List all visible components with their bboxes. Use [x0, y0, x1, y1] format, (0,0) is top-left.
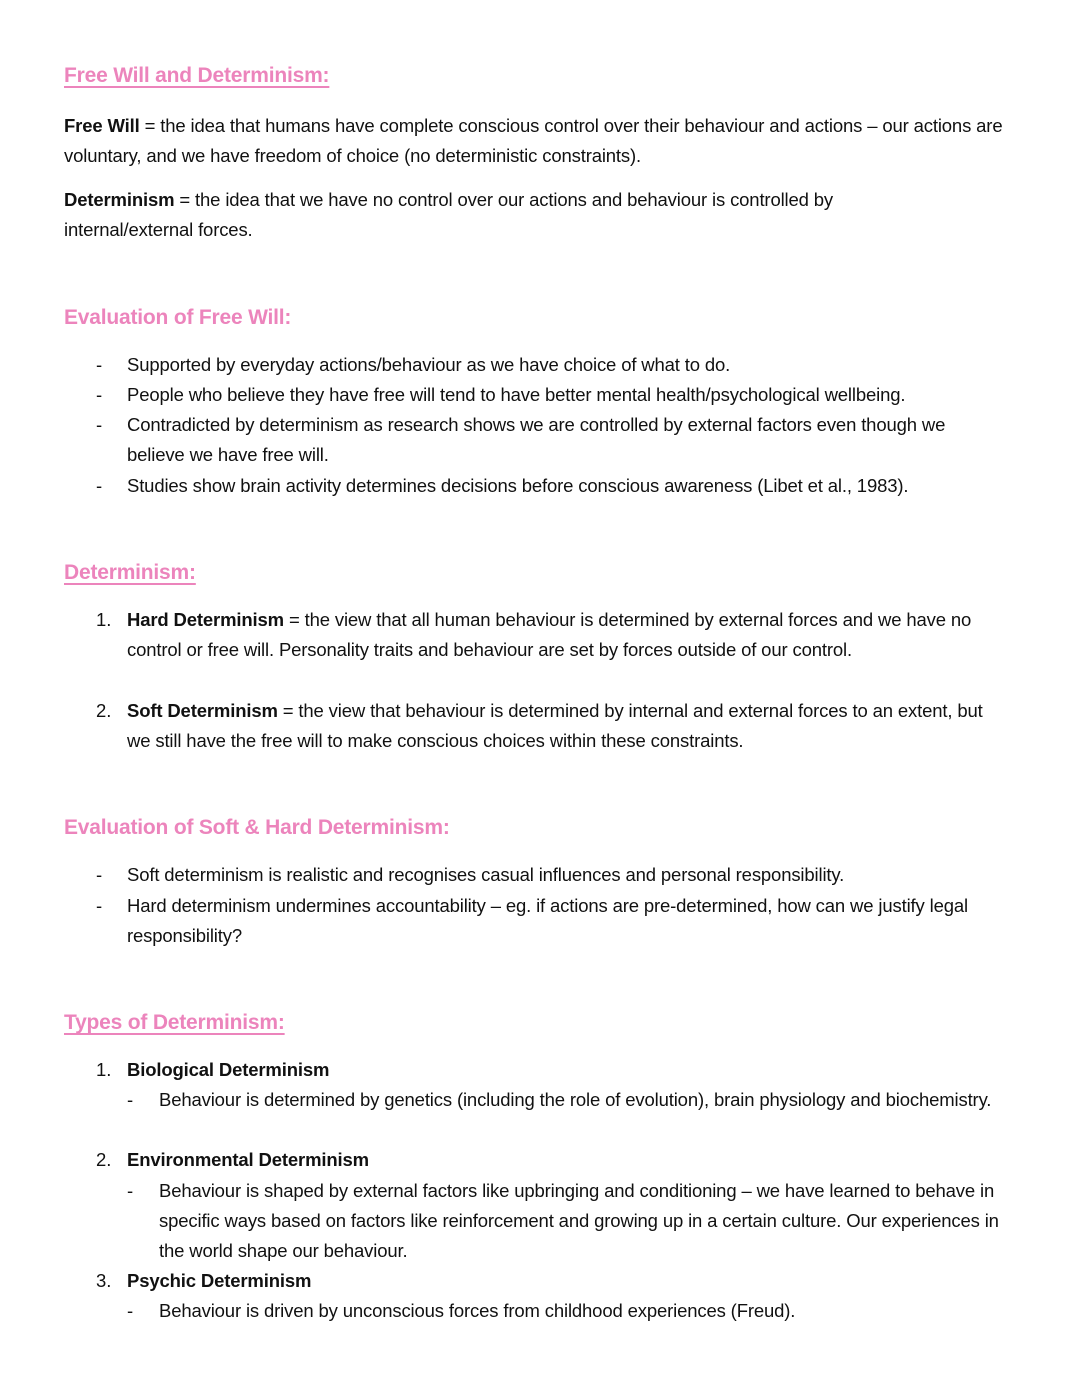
section-heading-evaluation-free-will: Evaluation of Free Will:: [64, 306, 292, 329]
term: Soft Determinism: [127, 700, 278, 721]
list-item: Hard determinism undermines accountability – eg. if actions are pre-determined, how can we justify legal responsibility?: [127, 895, 968, 946]
list-item: Behaviour is driven by unconscious forces from childhood experiences (Freud).: [159, 1300, 796, 1321]
section-heading-types-of-determinism: Types of Determinism:: [64, 1011, 285, 1034]
bullet-dash: -: [96, 475, 103, 496]
bullet-dash: -: [96, 864, 103, 885]
bullet-dash: -: [127, 1180, 134, 1201]
list-number: 3.: [96, 1270, 112, 1291]
bullet-dash: -: [96, 354, 103, 375]
list-number: 2.: [96, 1149, 112, 1170]
section-heading-evaluation-soft-hard: Evaluation of Soft & Hard Determinism:: [64, 816, 450, 839]
list-item: Soft determinism is realistic and recognises casual influences and personal responsibility.: [127, 864, 845, 885]
term-text: = the view that all human behaviour is determined by external forces and we have no control or free will. Personality traits and behaviour are set by forces outside of our control.: [127, 609, 972, 660]
list-item-soft-determinism: [127, 696, 1007, 756]
definition-term: Determinism: [64, 189, 175, 210]
list-item: Contradicted by determinism as research shows we are controlled by external factors even though we believe we have free will.: [127, 414, 946, 465]
list-number: 1.: [96, 609, 112, 630]
type-heading-biological: Biological Determinism: [127, 1059, 330, 1080]
term: Hard Determinism: [127, 609, 284, 630]
bullet-dash: -: [96, 414, 103, 435]
definition-determinism: [64, 185, 964, 245]
section-heading-determinism: Determinism:: [64, 561, 196, 584]
definition-free-will: [64, 111, 1024, 171]
list-item: Behaviour is shaped by external factors like upbringing and conditioning – we have learned to behave in specific ways based on factors like reinforcement and growing up in a certain culture. Our experiences in the world shape our behaviour.: [159, 1180, 999, 1261]
list-item: People who believe they have free will tend to have better mental health/psychological wellbeing.: [127, 384, 906, 405]
type-heading-environmental: Environmental Determinism: [127, 1149, 369, 1170]
bullet-dash: -: [96, 895, 103, 916]
list-item: Studies show brain activity determines decisions before conscious awareness (Libet et al., 1983).: [127, 475, 909, 496]
definition-term: Free Will: [64, 115, 140, 136]
bullet-dash: -: [96, 384, 103, 405]
definition-text: = the idea that humans have complete conscious control over their behaviour and actions – our actions are voluntary, and we have freedom of choice (no deterministic constraints).: [64, 115, 1003, 166]
list-number: 2.: [96, 700, 112, 721]
term-text: = the view that behaviour is determined by internal and external forces to an extent, but we still have the free will to make conscious choices within these constraints.: [127, 700, 983, 751]
list-item: Behaviour is determined by genetics (including the role of evolution), brain physiology and biochemistry.: [159, 1089, 992, 1110]
definition-text: = the idea that we have no control over our actions and behaviour is controlled by internal/external forces.: [64, 189, 834, 240]
bullet-dash: -: [127, 1300, 134, 1321]
bullet-dash: -: [127, 1089, 134, 1110]
type-heading-psychic: Psychic Determinism: [127, 1270, 312, 1291]
list-item: Supported by everyday actions/behaviour as we have choice of what to do.: [127, 354, 731, 375]
list-item-hard-determinism: [127, 605, 1007, 665]
page-title: Free Will and Determinism:: [64, 64, 330, 87]
list-number: 1.: [96, 1059, 112, 1080]
